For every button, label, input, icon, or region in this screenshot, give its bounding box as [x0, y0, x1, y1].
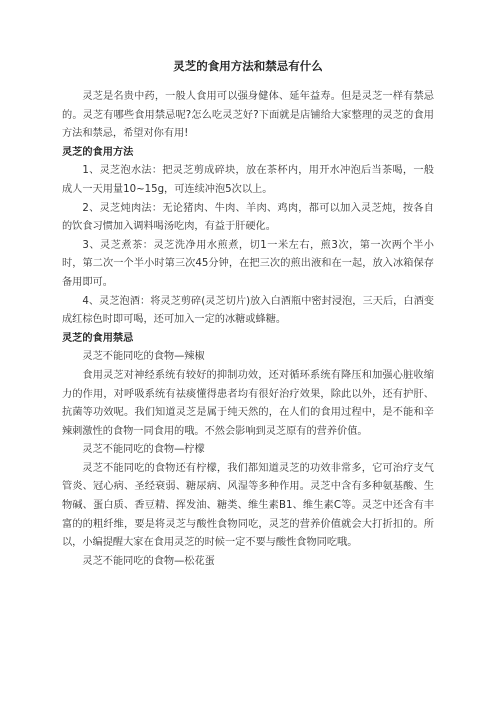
taboo-paragraph-lemon: 灵芝不能同吃的食物还有柠檬，我们都知道灵芝的功效非常多，它可治疗支气管炎、冠心病、圣经衰弱、糖尿病、风湿等多种作用。灵芝中含有多种氨基酸、生物碱、蛋白质、香豆精、挥发油、糖类、维生素B1、维生素C等。灵芝中还含有丰富的的粗纤维，要是将灵芝与酸性食物同吃，灵芝的营养价值就会大打折扣的。所以，小编提醒大家在食用灵芝的时候一定不要与酸性食物同吃哦。: [62, 462, 434, 549]
section-heading-usage: 灵芝的食用方法: [62, 146, 134, 158]
usage-item-1: 1、灵芝泡水法：把灵芝剪成碎块，放在茶杯内，用开水冲泡后当茶喝，一般成人一天用量10~15g，可连续冲泡5次以上。: [62, 165, 434, 195]
usage-item-4: 4、灵芝泡酒：将灵芝剪碎(灵芝切片)放入白酒瓶中密封浸泡，三天后，白酒变成红棕色时即可喝，还可加入一定的冰糖或蜂糖。: [62, 295, 434, 326]
section-heading-taboos: 灵芝的食用禁忌: [62, 332, 134, 344]
intro-paragraph: 灵芝是名贵中药，一般人食用可以强身健体、延年益寿。但是灵芝一样有禁忌的。灵芝有哪些食用禁忌呢?怎么吃灵芝好?下面就是店铺给大家整理的灵芝的食用方法和禁忌，希望对你有用!: [62, 91, 434, 140]
taboo-subheading-lemon: 灵芝不能同吃的食物—柠檬: [82, 444, 205, 456]
usage-item-3: 3、灵芝煮茶：灵芝洗净用水煎煮，切1一米左右，煎3次，第一次两个半小时，第二次一个半小时第三次45分钟，在把三次的煎出液和在一起，放入冰箱保存备用即可。: [62, 239, 434, 288]
taboo-subheading-preserved-egg: 灵芝不能同吃的食物—松花蛋: [82, 555, 215, 567]
document-title: 灵芝的食用方法和禁忌有什么: [173, 59, 323, 73]
taboo-subheading-chili: 灵芝不能同吃的食物—辣椒: [82, 351, 205, 363]
taboo-paragraph-chili: 食用灵芝对神经系统有较好的抑制功效，还对循环系统有降压和加强心脏收缩力的作用，对呼吸系统有祛痰懂得患者均有很好治疗效果，除此以外，还有护肝、抗菌等功效呢。我们知道灵芝是属于纯天然的，在人们的食用过程中，是不能和辛辣刺激性的食物一同食用的哦。不然会影响到灵芝原有的营养价值。: [62, 369, 434, 437]
usage-item-2: 2、灵芝炖肉法：无论猪肉、牛肉、羊肉、鸡肉，都可以加入灵芝炖，按各自的饮食习惯加入调料喝汤吃肉，有益于肝硬化。: [62, 202, 434, 233]
